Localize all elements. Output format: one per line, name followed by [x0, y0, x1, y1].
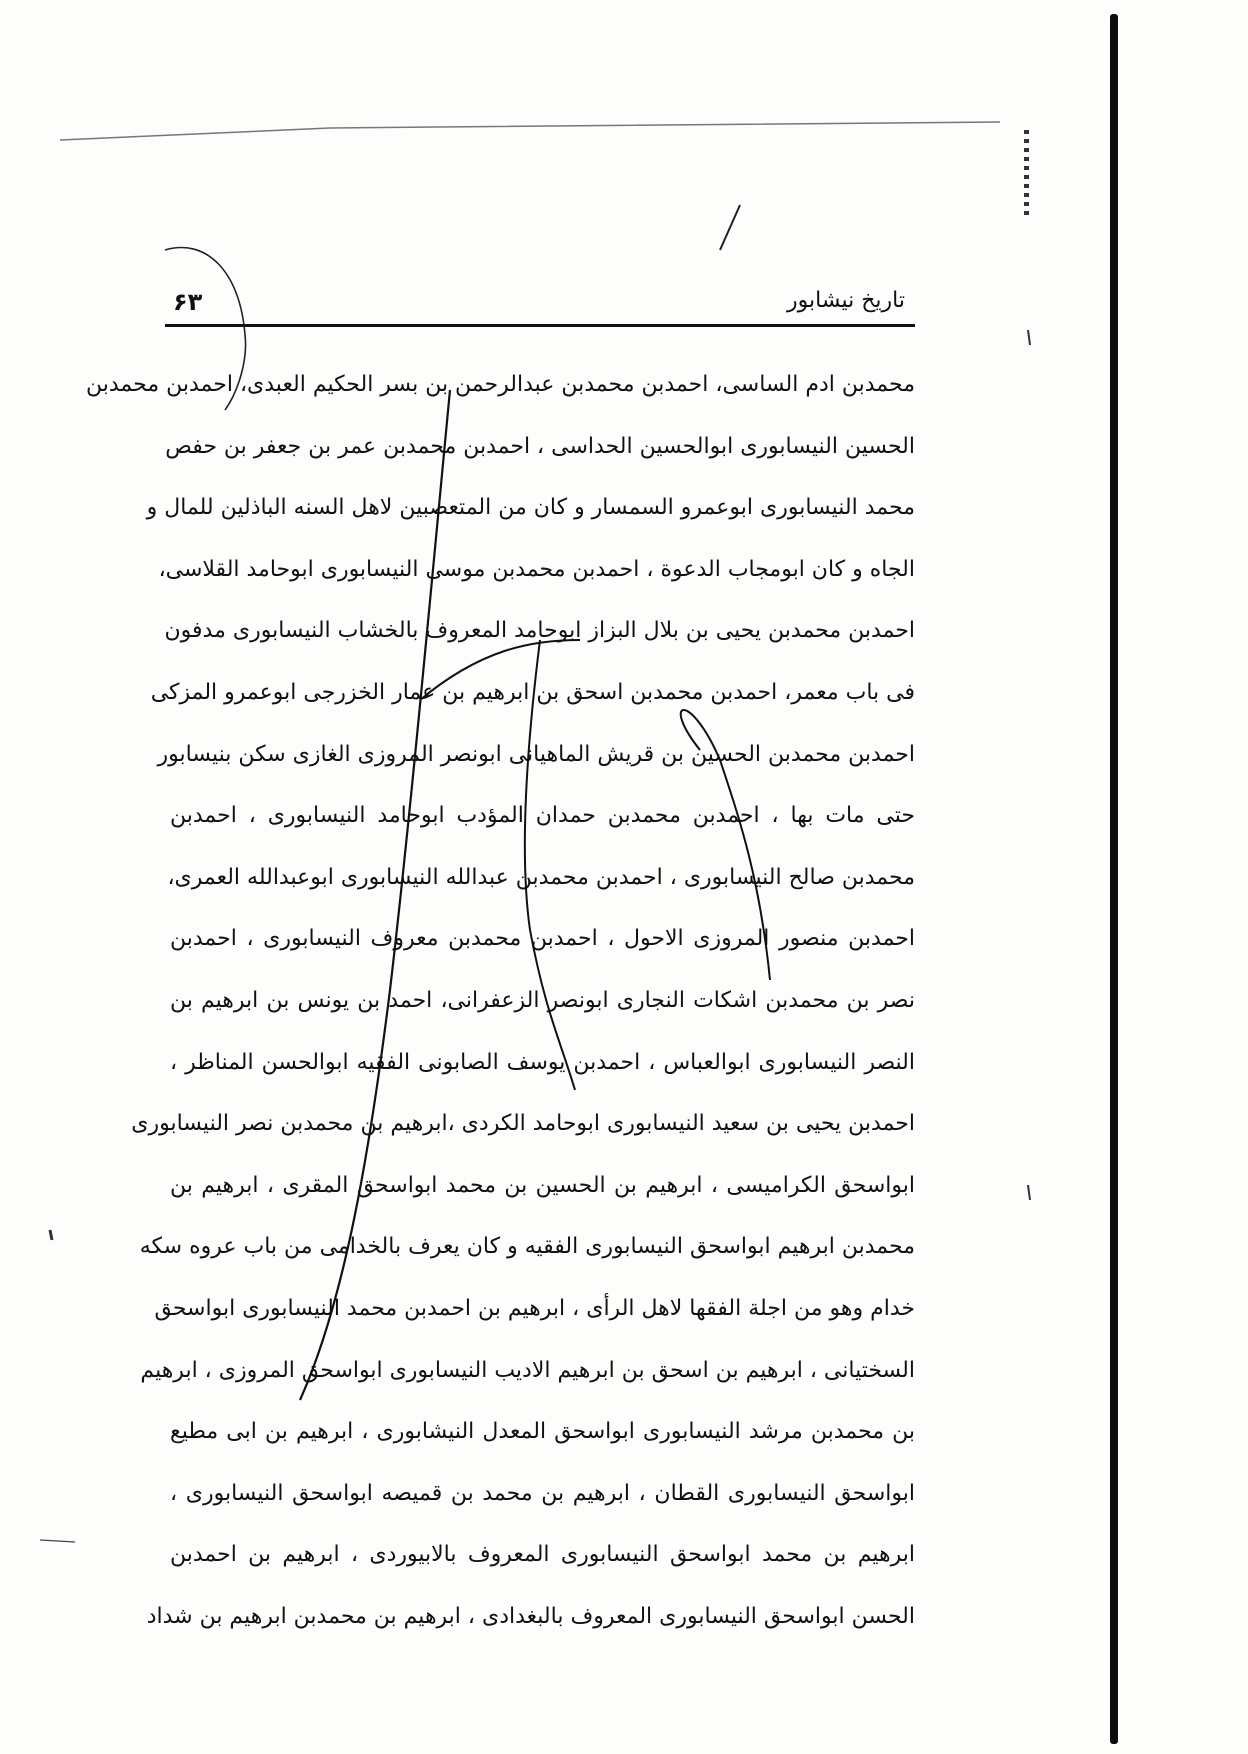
body-text [85, 354, 915, 1647]
text-line: ابواسحق الکرامیسی ، ابرهیم بن الحسین بن محمد ابواسحق المقری ، ابرهیم بن [170, 1172, 915, 1198]
text-line: احمدبن محمدبن یحیی بن بلال البزاز ابوحامد المعروف بالخشاب النیسابوری مدفون [164, 618, 915, 644]
text-line: الجاه و کان ابومجاب الدعوة ، احمدبن محمدبن موسی النیسابوری ابوحامد القلاسی، [158, 556, 915, 582]
text-line: بن محمدبن مرشد النیسابوری ابواسحق المعدل النیشابوری ، ابرهیم بن ابی مطیع [170, 1419, 915, 1445]
page-number: ۶۳ [173, 288, 203, 316]
text-line: ابرهیم بن محمد ابواسحق النیسابوری المعروف بالابیوردی ، ابرهیم بن احمدبن [170, 1542, 915, 1568]
text-line: ابواسحق النیسابوری القطان ، ابرهیم بن محمد بن قمیصه ابواسحق النیسابوری ، [170, 1480, 915, 1506]
text-line: النصر النیسابوری ابوالعباس ، احمدبن یوسف الصابونی الفقیه ابوالحسن المناظر ، [170, 1049, 915, 1075]
scan-edge-border [1110, 14, 1118, 1744]
text-line: الحسن ابواسحق النیسابوری المعروف بالبغدادی ، ابرهیم بن محمدبن ابرهیم بن شداد [146, 1603, 915, 1629]
text-line: حتی مات بها ، احمدبن محمدبن حمدان المؤدب ابوحامد النیسابوری ، احمدبن [170, 803, 915, 829]
text-line: السختیانی ، ابرهیم بن اسحق بن ابرهیم الادیب النیسابوری ابواسحق المروزی ، ابرهیم [140, 1357, 915, 1383]
text-line: احمدبن محمدبن الحسین بن قریش الماهیانی ابونصر المروزی الغازی سکن بنیسابور [157, 741, 915, 767]
text-line: محمدبن ادم الساسی، احمدبن محمدبن عبدالرحمن بن بسر الحکیم العبدی، احمدبن محمدبن [85, 372, 915, 397]
text-line: فی باب معمر، احمدبن محمدبن اسحق بن ابرهیم بن عمار الخزرجی ابوعمرو المزکی [150, 679, 915, 705]
text-line: احمدبن یحیی بن سعید النیسابوری ابوحامد الکردی ،ابرهیم بن محمدبن نصر النیسابوری [131, 1111, 915, 1137]
running-title: تاریخ نیشابور [787, 288, 905, 313]
scan-edge-dashes [1024, 130, 1029, 220]
text-line: احمدبن منصور المروزی الاحول ، احمدبن محمدبن معروف النیسابوری ، احمدبن [170, 926, 915, 952]
text-line: محمدبن صالح النیسابوری ، احمدبن محمدبن عبدالله النیسابوری ابوعبدالله العمری، [167, 864, 915, 890]
text-line: نصر بن محمدبن اشکات النجاری ابونصر الزعفرانی، احمد بن یونس بن ابرهیم بن [170, 987, 915, 1013]
header-rule [165, 324, 915, 327]
text-line: محمد النیسابوری ابوعمرو السمسار و کان من المتعصبین لاهل السنه الباذلین للمال و [146, 495, 915, 521]
text-line: محمدبن ابرهیم ابواسحق النیسابوری الفقیه و کان یعرف بالخدامی من باب عروه سکه [139, 1234, 915, 1260]
text-line: خدام وهو من اجلة الفقها لاهل الرأی ، ابرهیم بن احمدبن محمد النیسابوری ابواسحق [154, 1295, 915, 1321]
page-header [165, 282, 915, 332]
text-line: الحسین النیسابوری ابوالحسین الحداسی ، احمدبن محمدبن عمر بن جعفر بن حفص [165, 433, 915, 459]
